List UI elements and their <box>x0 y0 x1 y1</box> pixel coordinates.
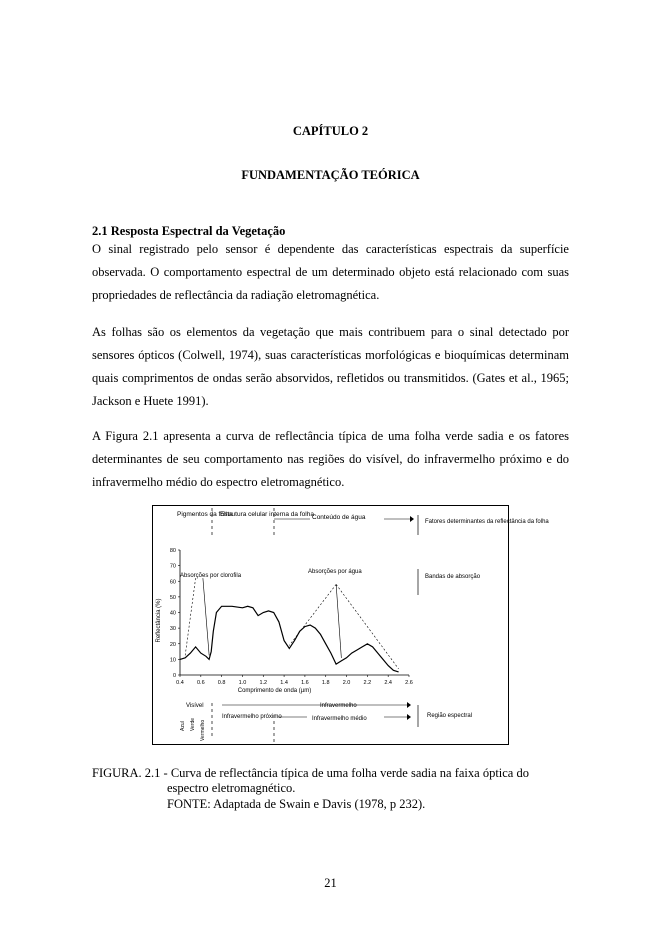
annot-water: Absorções por água <box>308 569 362 575</box>
label-blue: Azul <box>180 721 186 731</box>
label-factors: Fatores determinantes da reflectância da folha <box>425 519 549 525</box>
paragraph-2: As folhas são os elementos da vegetação que mais contribuem para o sinal detectado por sensores ópticos (Colwell, 1974), suas características morfológicas e bioquímicas determinam quais comprimentos de ondas serão absorvidos, refletidos ou transmitidos. (Gates et al., 1965; Jackson e Huete 1991). <box>92 325 569 408</box>
chapter-number: CAPÍTULO 2 <box>292 124 369 138</box>
label-red: Vermelho <box>200 719 206 741</box>
y-tick-label: 20 <box>169 641 176 648</box>
chapter-title: FUNDAMENTAÇÃO TEÓRICA <box>241 168 420 182</box>
x-tick-label: 1.8 <box>321 680 330 686</box>
figure-caption-cont: espectro eletromagnético. <box>167 781 296 795</box>
x-tick-label: 1.2 <box>259 680 268 686</box>
figure-caption: FIGURA. 2.1 - Curva de reflectância típica de uma folha verde sadia na faixa óptica do <box>92 766 529 780</box>
x-tick-label: 0.6 <box>196 680 205 686</box>
annot-bands: Bandas de absorção <box>425 574 481 580</box>
label-structure: Estrutura celular interna da folha <box>220 511 314 518</box>
page-number: 21 <box>324 876 337 890</box>
y-tick-label: 60 <box>169 579 176 586</box>
label-region: Região espectral <box>427 713 473 719</box>
figure-source: FONTE: Adaptada de Swain e Davis (1978, p 232). <box>167 797 426 811</box>
label-visible: Visível <box>186 703 204 709</box>
y-tick-label: 80 <box>169 548 176 554</box>
y-tick-label: 50 <box>169 594 176 601</box>
y-tick-label: 40 <box>169 610 176 617</box>
label-nir: Infravermelho próximo <box>222 714 282 720</box>
x-axis-label: Comprimento de onda (µm) <box>237 688 312 694</box>
annot-chlorophyll: Absorções por clorofila <box>180 573 242 579</box>
y-tick-label: 30 <box>169 626 176 633</box>
x-tick-label: 1.0 <box>238 680 247 686</box>
section-heading: 2.1 Resposta Espectral da Vegetação <box>92 224 286 238</box>
y-tick-label: 70 <box>169 563 176 570</box>
paragraph-1: O sinal registrado pelo sensor é dependente das características espectrais da superfície observada. O comportamento espectral de um determinado objeto está relacionado com suas propriedades de reflectância da radiação eletromagnética. <box>92 242 569 302</box>
x-tick-label: 2.6 <box>405 680 413 686</box>
y-tick-label: 10 <box>169 657 176 664</box>
x-tick-label: 0.4 <box>176 680 184 686</box>
paragraph-3: A Figura 2.1 apresenta a curva de reflectância típica de uma folha verde sadia e os fatores determinantes de seu comportamento nas regiões do visível, do infravermelho próximo e do infravermelho médio do espectro eletromagnético. <box>92 429 569 489</box>
label-green: Verde <box>190 717 196 731</box>
x-tick-label: 0.8 <box>217 680 226 686</box>
x-tick-label: 2.0 <box>342 680 351 686</box>
x-tick-label: 2.2 <box>363 680 372 686</box>
label-water: Conteúdo de água <box>312 514 366 521</box>
y-tick-label: 0 <box>172 673 176 679</box>
x-tick-label: 2.4 <box>384 680 393 686</box>
figure-2-1 <box>152 505 549 745</box>
label-pigments: Pigmentos da folha <box>177 511 233 518</box>
x-tick-label: 1.6 <box>301 680 309 686</box>
label-mir: Infravermelho médio <box>312 716 367 722</box>
y-axis-label: Reflectância (%) <box>156 598 162 643</box>
label-infrared: Infravermelho <box>320 703 357 709</box>
x-tick-label: 1.4 <box>280 680 288 686</box>
